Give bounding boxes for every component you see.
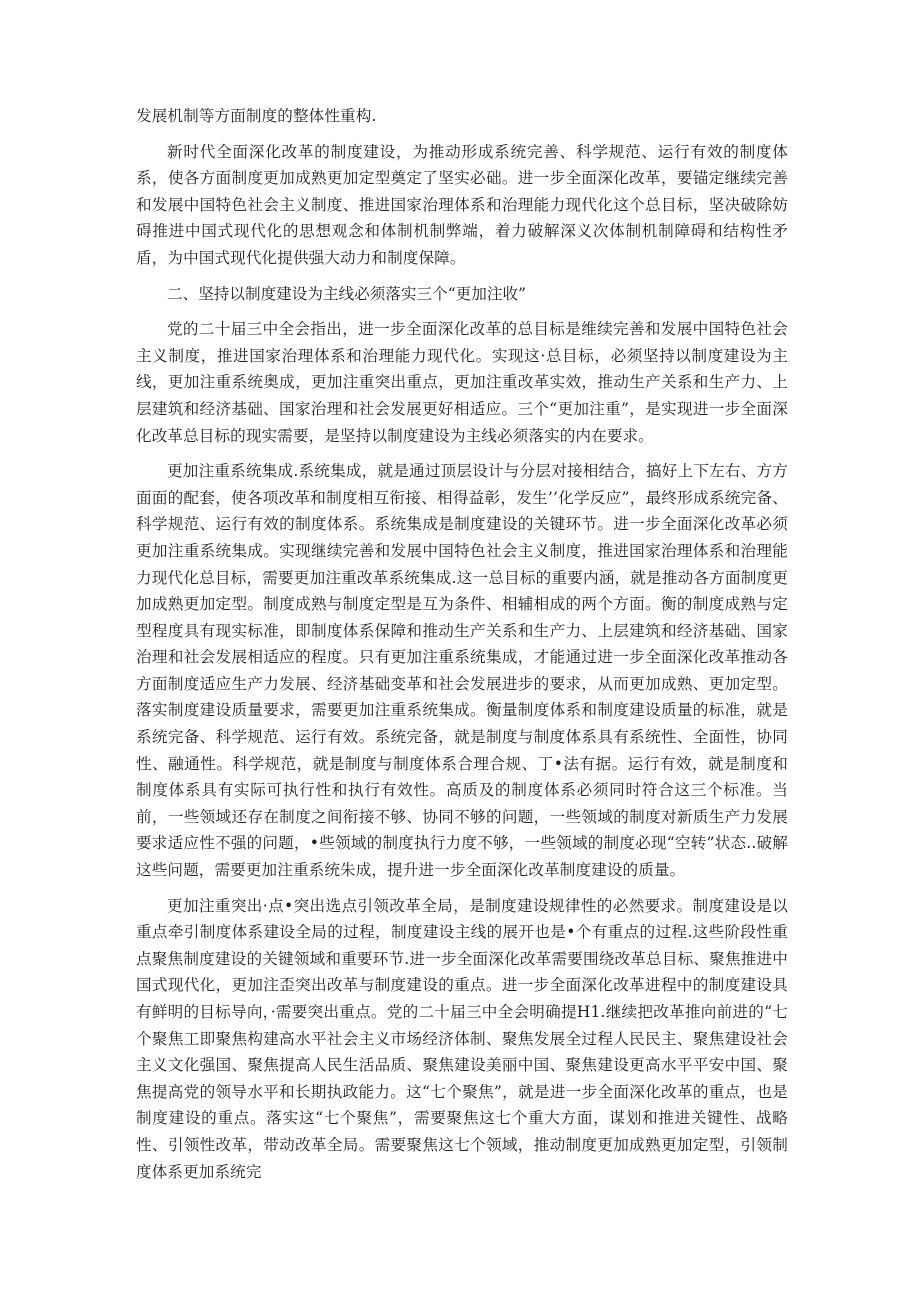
- paragraph-continuation: 发展机制等方面制度的整体性重构.: [136, 107, 377, 125]
- paragraph-plenum-goal: 党的二十届三中全会指出，进一步全面深化改革的总目标是维续完善和发展中国特色社会主义制度，推进国家治理体系和治理能力现代化。实现这·总目标，必须坚持以制度建设为主线，更加注重系统奥成，更加注重突出重点，更加注重改革实效，推动生产关系和生产力、上层建筑和经济基础、国家治理和社会发展更好相适应。三个“更加注重”，是实现进一步全面深化改革总目标的现实需要，是坚持以制度建设为主线必须落实的内在要求。: [136, 320, 788, 445]
- section-heading-2: 二、坚持以制度建设为主线必须落实三个“更加注收”: [167, 284, 527, 303]
- paragraph-institutional-building: 新时代全面深化改革的制度建设，为推动形成系统完善、科学规范、运行有效的制度体系，使各方面制度更加成熟更加定型奠定了坚实必础。进一步全面深化改革，要锚定继续完善和发展中国特色社会主义制度、推进国家治理体系和治理能力现代化这个总目标，坚决破除妨碍推进中国式现代化的思想观念和体制机制弊端，着力破解深义次体制机制障碍和结构性矛盾，为中国式现代化提供强大动力和制度保障。: [136, 142, 788, 267]
- document-body: [136, 103, 788, 1194]
- paragraph-system-integration: 更加注重系统集成.系统集成，就是通过顶层设计与分层对接相结合，搞好上下左右、方方面面的配套，使各项改革和制度相互衔接、相得益彰，发生’’化学反应”，最终形成系统完备、科学规范、运行有效的制度体系。系统集成是制度建设的关键环节。进一步全面深化改革必须更加注重系统集成。实现继续完善和发展中国特色社会主义制度，推进国家治理体系和治理能力现代化总目标，需要更加注重改革系统集成.这一总目标的重要内涵，就是推动各方面制度更加成熟更加定型。制度成熟与制度定型是互为条件、相辅相成的两个方面。衡的制度成熟与定型程度具有现实标准，即制度体系保障和推动生产关系和生产力、上层建筑和经济基础、国家治理和社会发展相适应的程度。只有更加注重系统集成，才能通过进一步全面深化改革推动各方面制度适应生产力发展、经济基础变革和社会发展进步的要求，从而更加成熟、更加定型。落实制度建设质量要求，需要更加注重系统集成。衡量制度体系和制度建设质量的标准，就是系统完备、科学规范、运行有效。系统完备，就是制度与制度体系具有系统性、全面性，协同性、融通性。科学规范，就是制度与制度体系合理合规、丁•法有据。运行有效，就是制度和制度体系具有实际可执行性和执行有效性。高质及的制度体系必须同时符合这三个标准。当前，一些领域还存在制度之间衔接不够、协同不够的问题，一些领域的制度对新质生产力发展要求适应性不强的问题，•些领域的制度执行力度不够，一些领域的制度必现“空转”状态..破解这些问题，需要更加注重系统朱成，提升进一步全面深化改革制度建设的质量。: [136, 462, 788, 880]
- paragraph-key-priorities: 更加注重突出·点•突出选点引领改革全局，是制度建设规律性的必然要求。制度建设是以重点牵引制度体系建设全局的过程，制度建设主线的展开也是•个有重点的过程.这些阶段性重点聚焦制度建设的关键领域和重要环节.进一步全面深化改革需要围绕改革总目标、聚焦推进中国式现代化，更加注歪突出改革与制度建设的重点。进一步全面深化改革进程中的制度建设具有鲜明的目标导向，·需要突出重点。党的二十届三中全会明确提H1.继续把改革推向前进的“七个聚焦工即聚焦构建高水平社会主义市场经济体制、聚焦发展全过程人民民主、聚焦建设社会主义文化强国、聚焦提高人民生活品质、聚焦建设美丽中国、聚焦建设更高水平平安中国、聚焦提高党的领导水平和长期执政能力。这“七个聚焦”，就是进一步全面深化改革的重点，也是制度建设的重点。落实这“七个聚焦”，需要聚焦这七个重大方面，谋划和推进关键性、战略性、引领性改革，带动改革全局。需要聚焦这七个领域，推动制度更加成熟更加定型，引领制度体系更加系统完: [136, 896, 788, 1181]
